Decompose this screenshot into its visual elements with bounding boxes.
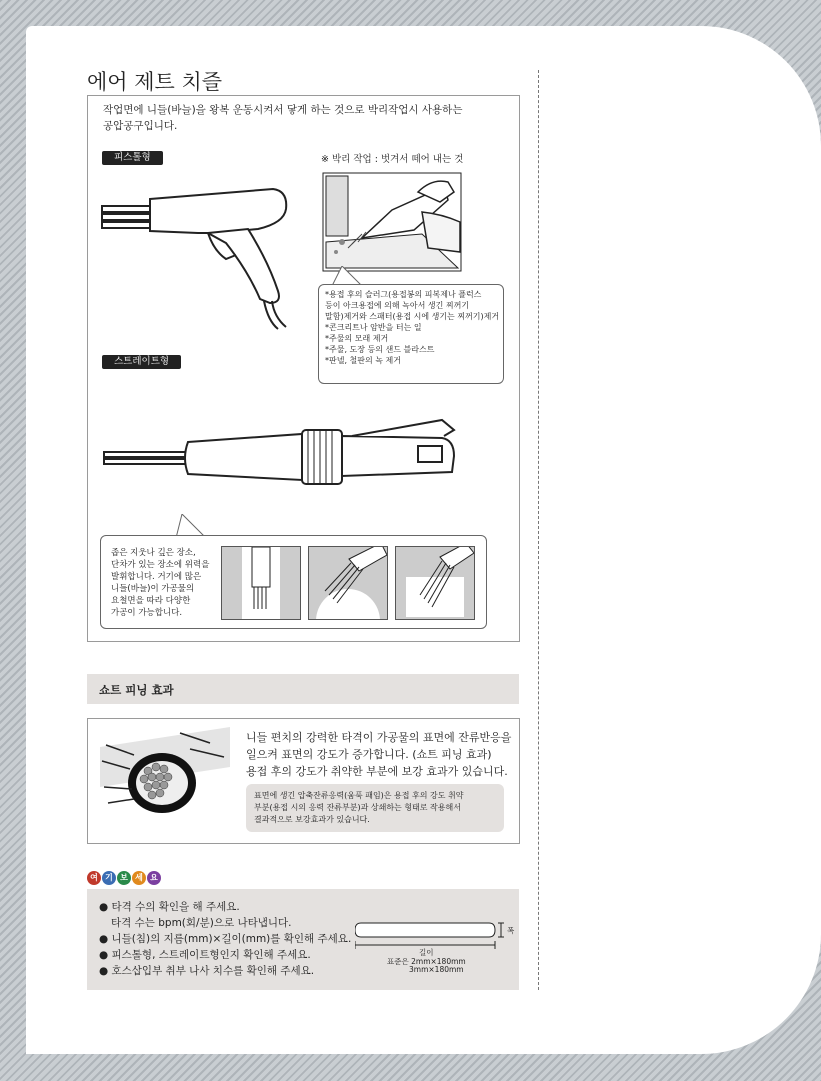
shot-peening-header (87, 674, 519, 704)
look-here-badge (87, 865, 162, 881)
standard-size-2: 3mm×180mm (409, 965, 464, 974)
pistol-type-tag: 피스톨형 (102, 151, 163, 165)
callout-pointer (332, 266, 372, 286)
straight-tool-illustration (102, 416, 472, 496)
checklist-item: ● 타격 수의 확인을 해 주세요. (99, 901, 240, 913)
look-char: 기 (102, 871, 116, 885)
pistol-tool-illustration (98, 181, 308, 331)
section-title: 쇼트 피닝 효과 (99, 683, 174, 697)
uses-callout (318, 284, 504, 384)
use-item: *콘크리트나 암반을 터는 일 (325, 323, 422, 332)
checklist-item: ● 피스톨형, 스트레이트형인지 확인해 주세요. (99, 949, 311, 961)
checklist-box (87, 889, 519, 990)
needle-on-curve-illustration (308, 546, 388, 620)
use-item: *주물의 모래 제거 (325, 334, 389, 343)
use-item: 등이 아크용접에 의해 녹아서 생긴 찌꺼기 (325, 301, 470, 310)
length-label: 길이 (419, 948, 434, 957)
shot-peening-box (87, 718, 520, 844)
needle-dimension-diagram (355, 919, 515, 949)
use-item: 말함)제거와 스패터(용접 시에 생기는 찌꺼기)제거 (325, 312, 500, 321)
width-label: 폭 (507, 926, 515, 935)
checklist (99, 899, 351, 979)
checklist-item: 타격 수는 bpm(회/분)으로 나타냅니다. (111, 917, 292, 929)
shot-peening-illustration (100, 727, 230, 835)
narrow-area-box (100, 535, 487, 629)
needle-in-gap-illustration (221, 546, 301, 620)
look-char: 여 (87, 871, 101, 885)
use-item: *판넬, 철판의 녹 제거 (325, 356, 401, 365)
page-title: 에어 제트 치즐 (87, 70, 223, 94)
checklist-item: ● 호스삽입부 취부 나사 치수를 확인해 주세요. (99, 965, 315, 977)
divider (538, 70, 539, 990)
shot-peening-note: 표면에 생긴 압축잔류응력(움푹 패임)은 용접 후의 강도 취약 부분(용접 시의 응력 잔류부분)과 상쇄하는 형태로 작용해서 결과적으로 보강효과가 있습니다. (246, 784, 504, 832)
work-scene-illustration (322, 172, 462, 272)
use-item: *용접 후의 슬러그(용접봉의 피복제나 플럭스 (325, 290, 482, 299)
peel-note: ※ 박리 작업 : 벗겨서 떼어 내는 것 (321, 154, 464, 165)
checklist-item: ● 니들(침)의 지름(mm)×길이(mm)를 확인해 주세요. (99, 933, 352, 945)
shot-peening-text: 니들 편치의 강력한 타격이 가공물의 표면에 잔류반응을 일으켜 표면의 강도가 증가합니다. (쇼트 피닝 효과) 용접 후의 강도가 취약한 부분에 보강 효과가 있습니다. (246, 731, 512, 778)
standard-size-1: 표준은 2mm×180mm (387, 957, 466, 966)
use-item: *주물, 도장 등의 샌드 블라스트 (325, 345, 435, 354)
narrow-area-caption: 좁은 지웃나 깊은 장소, 단차가 있는 장소에 위력을 발휘합니다. 거기에 많은 니들(바늘)이 가공물의 요철면을 따라 다양한 가공이 가능합니다. (111, 548, 210, 618)
look-char: 보 (117, 871, 131, 885)
straight-type-tag: 스트레이트형 (102, 355, 181, 369)
needle-in-corner-illustration (395, 546, 475, 620)
look-char: 세 (132, 871, 146, 885)
look-char: 요 (147, 871, 161, 885)
intro-text: 작업면에 니들(바늘)을 왕복 운동시켜서 닿게 하는 것으로 박리작업시 사용하는 공압공구입니다. (103, 104, 463, 132)
